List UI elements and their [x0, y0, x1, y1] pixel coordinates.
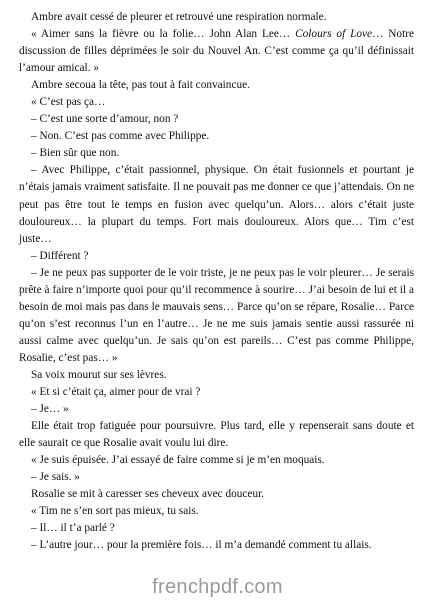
paragraph: Rosalie se mit à caresser ses cheveux avec douceur.: [31, 488, 265, 501]
dialogue-line: « C’est pas ça…: [31, 96, 106, 109]
dialogue-line: – Bien sûr que non.: [31, 147, 120, 160]
body-text: [19, 9, 414, 555]
paragraph: Ambre avait cessé de pleurer et retrouvé une respiration normale.: [31, 11, 327, 23]
dialogue-line: – Je… »: [31, 403, 69, 416]
paragraph-text: … Notre discussion de filles déprimées le soir du Nouvel An. C’est comme ça qu’il définissait l’amour amical. »: [19, 28, 414, 75]
paragraph: Elle était trop fatiguée pour poursuivre. Plus tard, elle y repenserait sans doute et elle saurait ce que Rosalie avait voulu lui dire.: [19, 420, 414, 450]
paragraph: Ambre secoua la tête, pas tout à fait convaincue.: [31, 79, 250, 92]
paragraph-text: « Aimer sans la fièvre ou la folie… John Alan Lee…: [31, 28, 296, 41]
dialogue-line: « Et si c’était ça, aimer pour de vrai ?: [31, 386, 201, 399]
dialogue-line: – Je ne peux pas supporter de le voir triste, je ne peux pas le voir pleurer… Je serais prête à faire n’importe quoi pour qu’il recommence à sourire… J’ai besoin de lui et il a besoin de moi mais pas dans le mauvais sens… Parce qu’on se répare, Rosalie… Parce qu’on s’est reconnus l’un en l’autre… Je ne me suis jamais sentie aussi rassurée ni aussi calme avec quelqu’un. Je sais qu’on est pareils… C’est pas comme Philippe, Rosalie, c’est pas… »: [19, 266, 414, 364]
book-title: Colours of Love: [295, 28, 373, 41]
dialogue-line: – Non. C’est pas comme avec Philippe.: [31, 130, 210, 143]
dialogue-line: – Il… il t’a parlé ?: [31, 522, 115, 535]
dialogue-line: – Différent ?: [31, 249, 89, 262]
watermark: frenchpdf.com: [152, 576, 283, 598]
dialogue-line: « Tim ne s’en sort pas mieux, tu sais.: [31, 505, 199, 518]
dialogue-line: – L’autre jour… pour la première fois… il m’a demandé comment tu allais.: [31, 539, 372, 552]
dialogue-line: – C’est une sorte d’amour, non ?: [31, 113, 179, 126]
paragraph: Sa voix mourut sur ses lèvres.: [31, 368, 167, 381]
dialogue-line: « Je suis épuisée. J’ai essayé de faire comme si je m’en moquais.: [31, 454, 325, 467]
dialogue-line: – Je sais. »: [31, 471, 80, 484]
paragraph: [19, 26, 414, 77]
dialogue-line: – Avec Philippe, c’était passionnel, physique. On était fusionnels et pourtant je n’étais jamais vraiment satisfaite. Il ne pouvait pas me donner ce que j’attendais. On ne peut pas être tout le temps en fusion avec quelqu’un. Alors… alors c’était juste douloureux… la plupart du temps. Fort mais douloureux. Alors que… Tim c’est juste…: [19, 164, 414, 245]
